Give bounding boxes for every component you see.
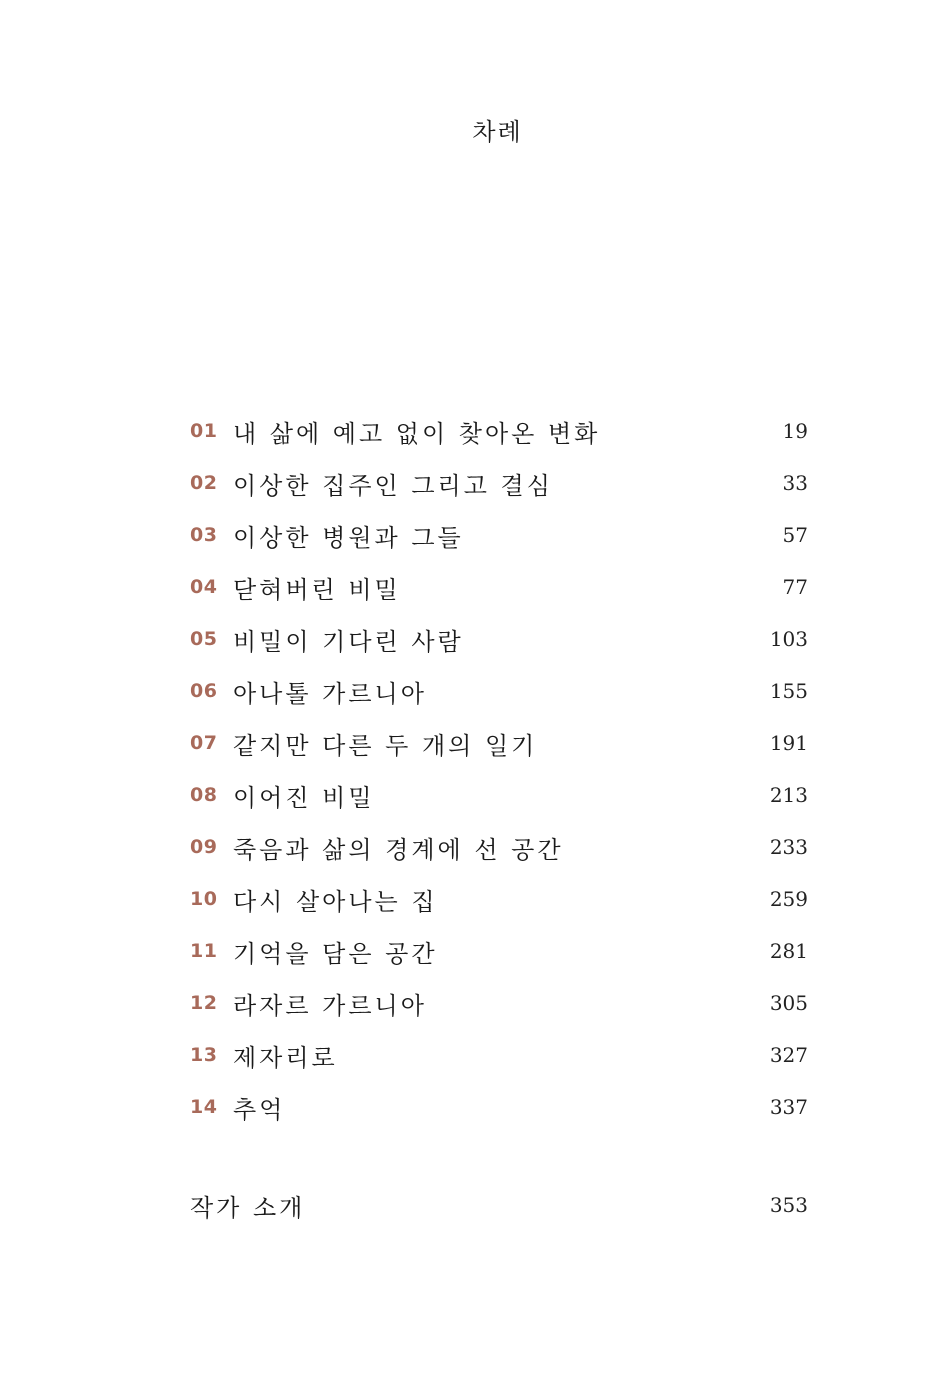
chapter-page-number: 305 bbox=[769, 991, 808, 1015]
chapter-number: 04 bbox=[190, 576, 218, 598]
chapter-number: 13 bbox=[190, 1044, 218, 1066]
chapter-page-number: 281 bbox=[769, 939, 808, 963]
toc-entry[interactable] bbox=[190, 873, 808, 925]
chapter-page-number: 77 bbox=[782, 575, 808, 599]
chapter-title: 내 삶에 예고 없이 찾아온 변화 bbox=[233, 419, 601, 448]
toc-entry[interactable] bbox=[190, 561, 808, 613]
toc-entry[interactable] bbox=[190, 925, 808, 977]
toc-entry[interactable] bbox=[190, 665, 808, 717]
chapter-number: 09 bbox=[190, 836, 218, 858]
chapter-page-number: 191 bbox=[769, 731, 808, 755]
chapter-page-number: 213 bbox=[769, 783, 808, 807]
chapter-number: 11 bbox=[190, 940, 218, 962]
toc-entry[interactable] bbox=[190, 717, 808, 769]
chapter-page-number: 103 bbox=[769, 627, 808, 651]
toc-entry[interactable] bbox=[190, 977, 808, 1029]
appendix-title: 작가 소개 bbox=[190, 1193, 306, 1222]
toc-entry[interactable] bbox=[190, 509, 808, 561]
chapter-number: 08 bbox=[190, 784, 218, 806]
toc-entry-author-intro[interactable] bbox=[190, 1180, 808, 1230]
chapter-number: 03 bbox=[190, 524, 218, 546]
chapter-title: 죽음과 삶의 경계에 선 공간 bbox=[233, 835, 564, 864]
chapter-title: 같지만 다른 두 개의 일기 bbox=[233, 731, 538, 760]
chapter-title: 기억을 담은 공간 bbox=[233, 939, 438, 968]
toc-entry[interactable] bbox=[190, 1081, 808, 1133]
toc-entry[interactable] bbox=[190, 769, 808, 821]
chapter-number: 07 bbox=[190, 732, 218, 754]
chapter-title: 다시 살아나는 집 bbox=[233, 887, 438, 916]
toc-entry[interactable] bbox=[190, 613, 808, 665]
chapter-page-number: 233 bbox=[769, 835, 808, 859]
chapter-title: 이상한 병원과 그들 bbox=[233, 523, 464, 552]
chapter-number: 10 bbox=[190, 888, 218, 910]
chapter-page-number: 155 bbox=[769, 679, 808, 703]
table-of-contents bbox=[190, 405, 808, 1133]
chapter-page-number: 19 bbox=[782, 419, 808, 443]
chapter-title: 닫혀버린 비밀 bbox=[233, 575, 401, 604]
chapter-title: 아나톨 가르니아 bbox=[233, 679, 427, 708]
chapter-page-number: 327 bbox=[769, 1043, 808, 1067]
chapter-title: 추억 bbox=[233, 1095, 286, 1124]
toc-entry[interactable] bbox=[190, 457, 808, 509]
chapter-page-number: 259 bbox=[769, 887, 808, 911]
toc-entry[interactable] bbox=[190, 821, 808, 873]
chapter-title: 이어진 비밀 bbox=[233, 783, 375, 812]
chapter-number: 02 bbox=[190, 472, 218, 494]
chapter-number: 14 bbox=[190, 1096, 218, 1118]
chapter-title: 비밀이 기다린 사람 bbox=[233, 627, 464, 656]
chapter-title: 이상한 집주인 그리고 결심 bbox=[233, 471, 553, 500]
chapter-number: 06 bbox=[190, 680, 218, 702]
chapter-page-number: 337 bbox=[769, 1095, 808, 1119]
chapter-title: 라자르 가르니아 bbox=[233, 991, 427, 1020]
toc-entry[interactable] bbox=[190, 1029, 808, 1081]
chapter-page-number: 57 bbox=[782, 523, 808, 547]
page-title: 차례 bbox=[472, 118, 523, 146]
chapter-title: 제자리로 bbox=[233, 1043, 338, 1072]
chapter-number: 05 bbox=[190, 628, 218, 650]
chapter-number: 12 bbox=[190, 992, 218, 1014]
appendix-page: 353 bbox=[769, 1193, 808, 1217]
chapter-page-number: 33 bbox=[782, 471, 808, 495]
toc-entry[interactable] bbox=[190, 405, 808, 457]
chapter-number: 01 bbox=[190, 420, 218, 442]
